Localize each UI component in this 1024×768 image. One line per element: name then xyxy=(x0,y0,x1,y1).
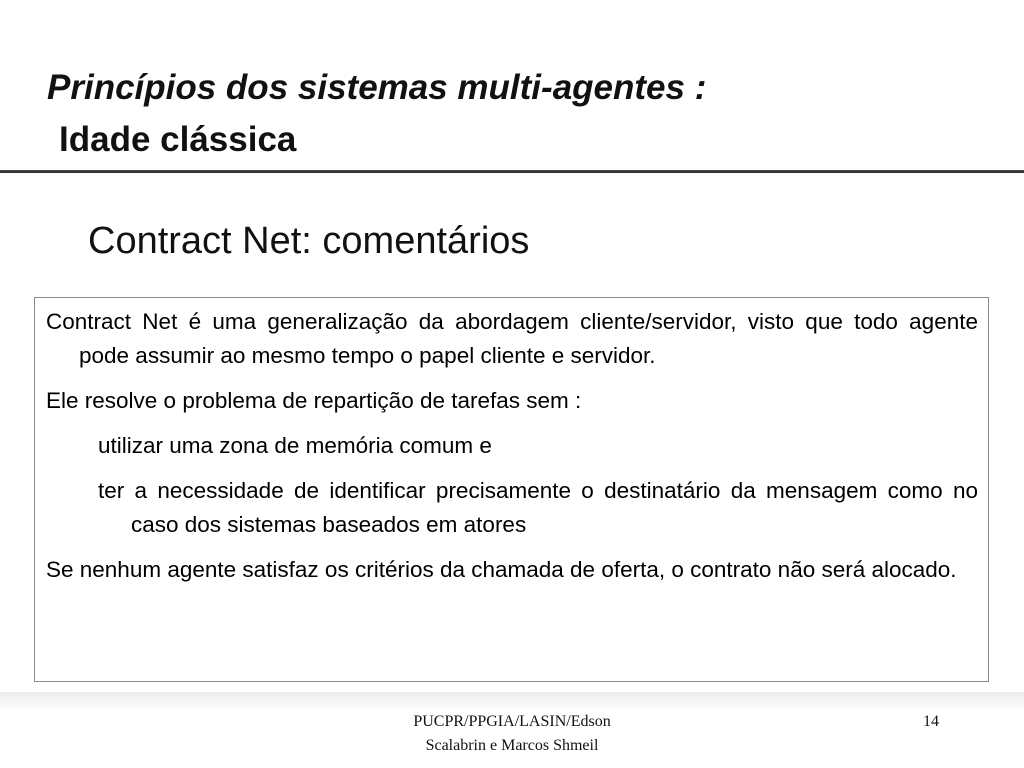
slide-title-line-1: Princípios dos sistemas multi-agentes : xyxy=(47,68,707,107)
slide-title xyxy=(47,62,706,166)
footer-credit-line-2: Scalabrin e Marcos Shmeil xyxy=(425,737,599,754)
paragraph-sub-memory: utilizar uma zona de memória comum e xyxy=(98,433,492,458)
footer-bar xyxy=(0,692,1024,712)
title-divider xyxy=(0,170,1024,173)
footer-credit-line-1: PUCPR/PPGIA/LASIN/Edson xyxy=(413,713,611,730)
slide-title-line-2: Idade clássica xyxy=(59,120,297,159)
content-text-box xyxy=(34,297,989,682)
slide-subtitle: Contract Net: comentários xyxy=(88,220,530,262)
paragraph-sub-recipient: ter a necessidade de identificar precisamente o destinatário da mensagem como no caso dos sistemas baseados em atores xyxy=(98,478,978,537)
paragraph-no-agent: Se nenhum agente satisfaz os critérios da chamada de oferta, o contrato não será alocado. xyxy=(46,557,957,582)
paragraph-problem-statement: Ele resolve o problema de repartição de tarefas sem : xyxy=(46,388,582,413)
paragraph-generalization: Contract Net é uma generalização da abordagem cliente/servidor, visto que todo agente pode assumir ao mesmo tempo o papel cliente e servidor. xyxy=(46,309,978,368)
footer-credit xyxy=(0,710,1024,758)
page-number: 14 xyxy=(923,713,939,730)
